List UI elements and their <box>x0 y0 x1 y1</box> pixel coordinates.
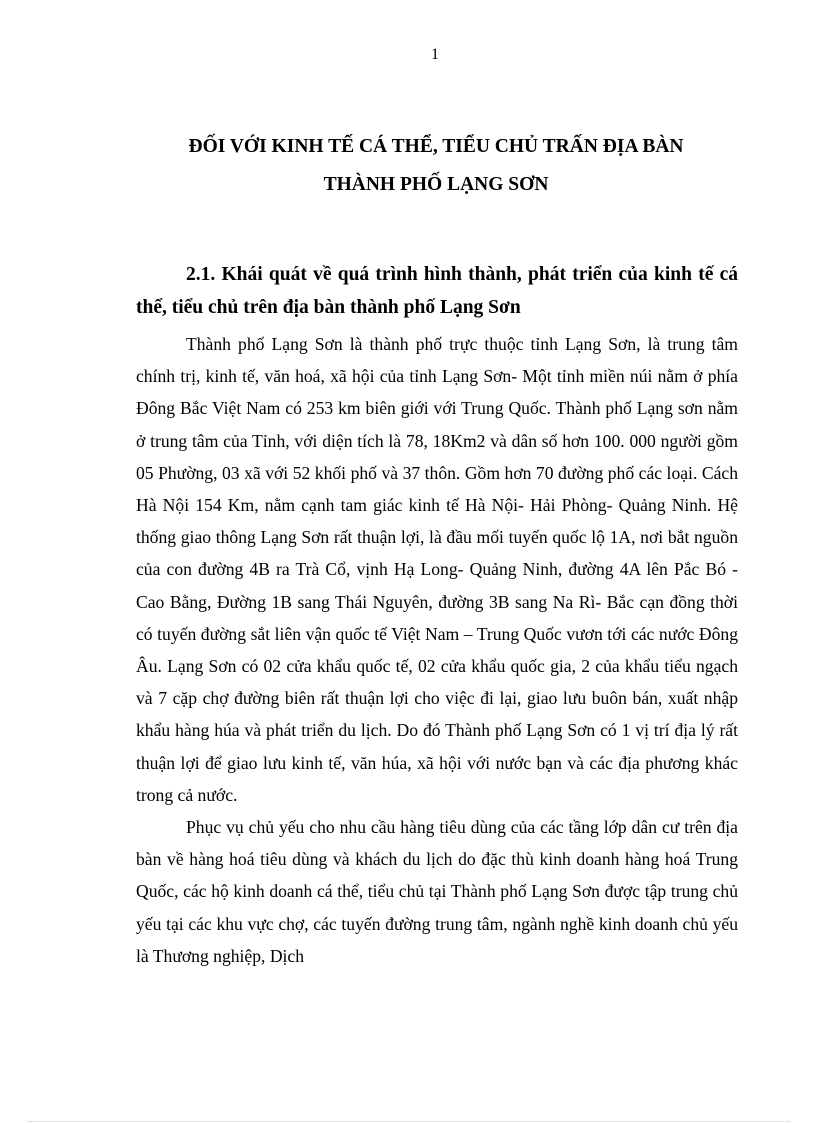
section-heading: 2.1. Khái quát về quá trình hình thành, phát triển của kinh tế cá thể, tiểu chủ trên địa bàn thành phố Lạng Sơn <box>136 264 738 318</box>
paragraph-2: Phục vụ chủ yếu cho nhu cầu hàng tiêu dùng của các tầng lớp dân cư trên địa bàn về hàng hoá tiêu dùng và khách du lịch do đặc thù kinh doanh hàng hoá Trung Quốc, các hộ kinh doanh cá thể, tiểu chủ tại Thành phố Lạng Sơn được tập trung chủ yếu tại các khu vực chợ, các tuyến đường trung tâm, ngành nghề kinh doanh chủ yếu là Thương nghiệp, Dịch <box>136 817 738 966</box>
document-title-line-1: ĐỐI VỚI KINH TẾ CÁ THỂ, TIỂU CHỦ TRẤN ĐỊA BÀN <box>188 136 684 157</box>
body-text <box>136 328 738 972</box>
document-title <box>136 128 736 204</box>
paragraph-1: Thành phố Lạng Sơn là thành phố trực thuộc tỉnh Lạng Sơn, là trung tâm chính trị, kinh tế, văn hoá, xã hội của tỉnh Lạng Sơn- Một tỉnh miền núi nằm ở phía Đông Bắc Việt Nam có 253 km biên giới với Trung Quốc. Thành phố Lạng sơn nằm ở trung tâm của Tỉnh, với diện tích là 78, 18Km2 và dân số hơn 100. 000 người gồm 05 Phường, 03 xã với 52 khối phố và 37 thôn. Gồm hơn 70 đường phố các loại. Cách Hà Nội 154 Km, nằm cạnh tam giác kinh tế Hà Nội- Hải Phòng- Quảng Ninh. Hệ thống giao thông Lạng Sơn rất thuận lợi, là đầu mối tuyến quốc lộ 1A, nơi bắt nguồn của con đường 4B ra Trà Cổ, vịnh Hạ Long- Quảng Ninh, đường 4A lên Pắc Bó - Cao Bằng, Đường 1B sang Thái Nguyên, đường 3B sang Na Rì- Bắc cạn đồng thời có tuyến đường sắt liên vận quốc tế Việt Nam – Trung Quốc vươn tới các nước Đông Âu. Lạng Sơn có 02 cửa khẩu quốc tế, 02 cửa khẩu quốc gia, 2 của khẩu tiểu ngạch và 7 cặp chợ đường biên rất thuận lợi cho việc đi lại, giao lưu buôn bán, xuất nhập khẩu hàng húa và phát triển du lịch. Do đó Thành phố Lạng Sơn có 1 vị trí địa lý rất thuận lợi để giao lưu kinh tế, văn húa, xã hội với nước bạn và các địa phương khác trong cả nước. <box>136 334 738 805</box>
document-title-line-2: THÀNH PHỐ LẠNG SƠN <box>323 174 549 195</box>
page-bottom-divider <box>28 1121 790 1122</box>
page-number: 1 <box>431 46 439 63</box>
